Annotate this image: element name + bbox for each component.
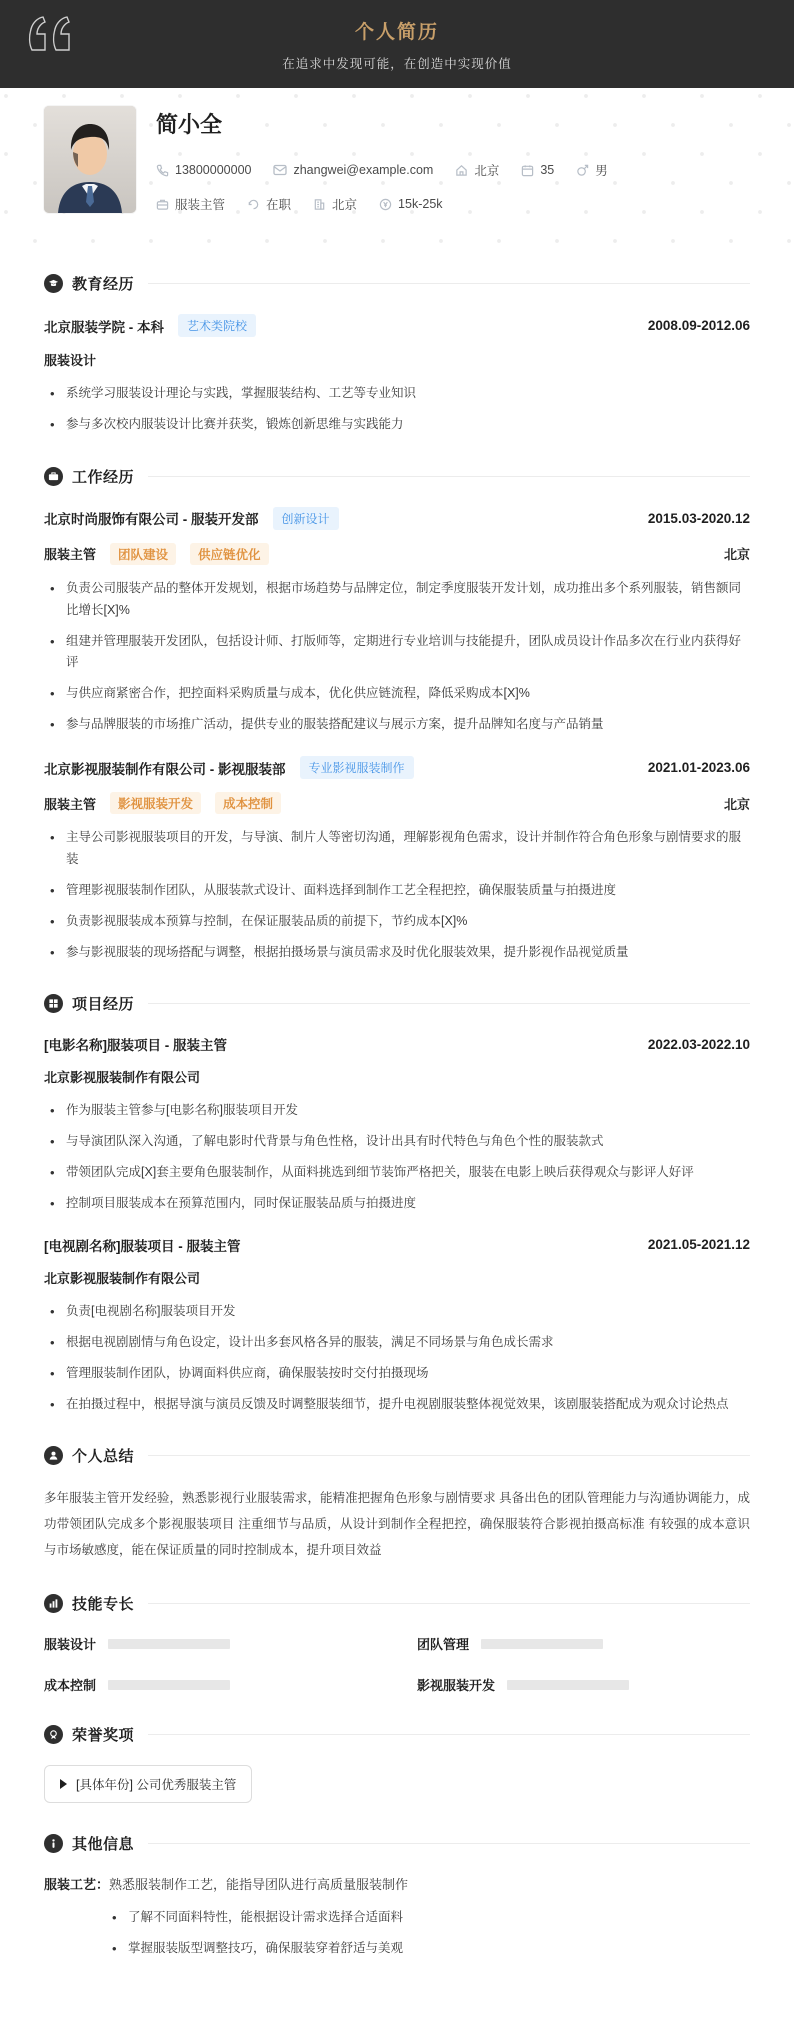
- job-bullets: [44, 578, 750, 736]
- projects-title: 项目经历: [72, 996, 135, 1014]
- contact-row-1: [156, 161, 630, 179]
- honor-item[interactable]: [44, 1765, 252, 1803]
- section-education: [44, 273, 750, 436]
- role-tag: 成本控制: [215, 792, 281, 814]
- summary-title: 个人总结: [72, 1448, 135, 1466]
- mail-icon: [273, 164, 287, 176]
- education-bullets: [44, 383, 750, 436]
- projects-header: [44, 993, 750, 1014]
- project-company: 北京影视服装制作有限公司: [44, 1270, 201, 1286]
- section-divider: [148, 283, 750, 284]
- project-bullets: [44, 1100, 750, 1215]
- job-bullets: [44, 827, 750, 963]
- contact-gender: [576, 161, 608, 179]
- skills-title: 技能专长: [72, 1596, 135, 1614]
- section-divider: [148, 1843, 750, 1844]
- page-title: 个人简历: [354, 21, 439, 43]
- contact-city: [455, 161, 499, 179]
- job-date: 2015.03-2020.12: [647, 510, 750, 526]
- honors-header: [44, 1724, 750, 1745]
- bullet-item: • 负责[电视剧名称]服装项目开发: [44, 1301, 750, 1323]
- position-value: 服装主管: [175, 198, 226, 212]
- skill-bar: [108, 1639, 230, 1649]
- honors-title: 荣誉奖项: [72, 1727, 135, 1745]
- school-tag: 艺术类院校: [178, 314, 256, 337]
- job-location: 北京: [723, 796, 750, 812]
- bullet-item: • 与供应商紧密合作，把控面料采购质量与成本，优化供应链流程，降低采购成本[X]%: [44, 683, 750, 705]
- work-entry: [44, 756, 750, 963]
- contact-age: [521, 163, 554, 177]
- phone-icon: [156, 164, 169, 177]
- project-date: 2022.03-2022.10: [647, 1036, 750, 1052]
- job-location: 北京: [723, 547, 750, 563]
- other-label: 服装工艺：: [44, 1877, 110, 1893]
- company-name: 北京影视服装制作有限公司 - 影视服装部: [44, 761, 286, 777]
- honor-text: [具体年份] 公司优秀服装主管: [76, 1778, 237, 1793]
- work-title: 工作经历: [72, 468, 135, 486]
- bullet-item: • 管理服装制作团队，协调面料供应商，确保服装按时交付拍摄现场: [44, 1363, 750, 1385]
- project-date: 2021.05-2021.12: [647, 1237, 750, 1253]
- project-bullets: [44, 1301, 750, 1416]
- project-entry: [44, 1034, 750, 1215]
- home-icon: [455, 164, 468, 177]
- avatar: [44, 106, 136, 213]
- building-icon: [313, 198, 326, 211]
- skill-bar: [481, 1639, 603, 1649]
- work-header: [44, 466, 750, 487]
- other-header: [44, 1833, 750, 1854]
- profile-header: [0, 88, 794, 243]
- education-date: 2008.09-2012.06: [647, 318, 750, 333]
- banner: [0, 0, 794, 88]
- bullet-item: • 与导演团队深入沟通，了解电影时代背景与角色性格，设计出具有时代特色与角色个性的服装款式: [44, 1131, 750, 1153]
- other-title: 其他信息: [72, 1836, 135, 1854]
- role-tag: 影视服装开发: [110, 792, 201, 814]
- section-work: [44, 466, 750, 964]
- resume-content: [0, 273, 794, 2018]
- job-role: 服装主管: [44, 796, 97, 812]
- skill-bar: [507, 1680, 629, 1690]
- job-date: 2021.01-2023.06: [647, 760, 750, 775]
- company-name: 北京时尚服饰有限公司 - 服装开发部: [44, 512, 259, 528]
- company-tag: 创新设计: [273, 507, 339, 530]
- contact-phone: [156, 163, 251, 177]
- profile-info: [156, 106, 630, 229]
- skill-label: 服装设计: [44, 1637, 97, 1653]
- section-divider: [148, 1455, 750, 1456]
- bullet-item: • 了解不同面料特性，能根据设计需求选择合适面料: [106, 1907, 750, 1929]
- job-role: 服装主管: [44, 547, 97, 563]
- status-value: 在职: [266, 198, 292, 212]
- badge-icon: [156, 198, 169, 211]
- skill-item: [44, 1675, 377, 1694]
- role-tag: 供应链优化: [190, 543, 269, 565]
- bullet-item: • 系统学习服装设计理论与实践，掌握服装结构、工艺等专业知识: [44, 383, 750, 405]
- calendar-icon: [521, 164, 534, 177]
- age-value: 35: [540, 163, 555, 177]
- section-skills: [44, 1593, 750, 1694]
- bullet-item: • 掌握服装版型调整技巧，确保服装穿着舒适与美观: [106, 1938, 750, 1960]
- bullet-item: • 参与品牌服装的市场推广活动，提供专业的服装搭配建议与展示方案，提升品牌知名度与产品销量: [44, 714, 750, 736]
- bullet-item: • 管理影视服装制作团队，从服装款式设计、面料选择到制作工艺全程把控，确保服装质量与拍摄进度: [44, 880, 750, 902]
- bar-chart-icon: [44, 1594, 63, 1613]
- contact-position: [156, 195, 225, 213]
- other-bullets: [106, 1907, 750, 1960]
- work-entry: [44, 507, 750, 736]
- project-company: 北京影视服装制作有限公司: [44, 1070, 201, 1086]
- skills-grid: [44, 1634, 750, 1694]
- section-other: [44, 1833, 750, 1960]
- role-tag: 团队建设: [110, 543, 176, 565]
- skill-item: [417, 1634, 750, 1653]
- triangle-right-icon: [60, 1779, 67, 1789]
- grid-icon: [44, 994, 63, 1013]
- briefcase-icon: [44, 467, 63, 486]
- company-tag: 专业影视服装制作: [300, 756, 414, 779]
- skill-label: 影视服装开发: [417, 1678, 496, 1694]
- graduation-cap-icon: [44, 274, 63, 293]
- person-icon: [44, 1446, 63, 1465]
- bullet-item: • 参与影视服装的现场搭配与调整，根据拍摄场景与演员需求及时优化服装效果，提升影视作品视觉质量: [44, 942, 750, 964]
- status-icon: [247, 198, 260, 211]
- bullet-item: • 带领团队完成[X]套主要角色服装制作，从面料挑选到细节装饰严格把关，服装在电影上映后获得观众与影评人好评: [44, 1162, 750, 1184]
- summary-text: 多年服装主管开发经验，熟悉影视行业服装需求，能精准把握角色形象与剧情要求 具备出色的团队管理能力与沟通协调能力，成功带领团队完成多个影视服装项目 注重细节与品质，从设计到制作全程把控，确保服装符合影视拍摄高标准 有较强的成本意识与市场敏感度，能在保证质量的同时控制成本，提升项目效益: [44, 1491, 750, 1557]
- bullet-item: • 根据电视剧剧情与角色设定，设计出多套风格各异的服装，满足不同场景与角色成长需求: [44, 1332, 750, 1354]
- bullet-item: • 参与多次校内服装设计比赛并获奖，锻炼创新思维与实践能力: [44, 414, 750, 436]
- skill-item: [44, 1634, 377, 1653]
- work-city-value: 北京: [332, 198, 358, 212]
- other-line: [44, 1874, 750, 1893]
- section-divider: [148, 476, 750, 477]
- info-icon: [44, 1834, 63, 1853]
- bullet-item: • 负责公司服装产品的整体开发规划，根据市场趋势与品牌定位，制定季度服装开发计划，成功推出多个系列服装，销售额同比增长[X]%: [44, 578, 750, 622]
- school-name: 北京服装学院 - 本科: [44, 319, 164, 335]
- skill-label: 成本控制: [44, 1678, 97, 1694]
- section-divider: [148, 1003, 750, 1004]
- other-text: 熟悉服装制作工艺，能指导团队进行高质量服装制作: [109, 1877, 409, 1893]
- skills-header: [44, 1593, 750, 1614]
- skill-bar: [108, 1680, 230, 1690]
- summary-header: [44, 1445, 750, 1466]
- section-projects: [44, 993, 750, 1415]
- section-divider: [148, 1603, 750, 1604]
- education-title: 教育经历: [72, 276, 135, 293]
- gender-value: 男: [595, 164, 608, 178]
- contact-work-city: [313, 195, 357, 213]
- education-entry-row: [44, 314, 750, 337]
- contact-salary: [379, 197, 442, 211]
- project-name: [电影名称]服装项目 - 服装主管: [44, 1038, 227, 1054]
- contact-row-2: [156, 195, 630, 213]
- skill-label: 团队管理: [417, 1637, 470, 1653]
- person-name: 简小全: [156, 112, 223, 137]
- city-value: 北京: [474, 164, 500, 178]
- page-subtitle: 在追求中发现可能，在创造中实现价值: [282, 56, 512, 71]
- skill-item: [417, 1675, 750, 1694]
- project-entry: [44, 1235, 750, 1416]
- medal-icon: [44, 1725, 63, 1744]
- bullet-item: • 组建并管理服装开发团队，包括设计师、打版师等，定期进行专业培训与技能提升，团队成员设计作品多次在行业内获得好评: [44, 631, 750, 675]
- bullet-item: • 主导公司影视服装项目的开发，与导演、制片人等密切沟通，理解影视角色需求，设计并制作符合角色形象与剧情要求的服装: [44, 827, 750, 871]
- section-honors: [44, 1724, 750, 1803]
- gender-icon: [576, 164, 589, 177]
- section-summary: [44, 1445, 750, 1563]
- salary-icon: [379, 198, 392, 211]
- bullet-item: • 作为服装主管参与[电影名称]服装项目开发: [44, 1100, 750, 1122]
- bullet-item: • 在拍摄过程中，根据导演与演员反馈及时调整服装细节，提升电视剧服装整体视觉效果，该剧服装搭配成为观众讨论热点: [44, 1394, 750, 1416]
- project-name: [电视剧名称]服装项目 - 服装主管: [44, 1238, 241, 1254]
- major-name: 服装设计: [44, 353, 97, 368]
- contact-email: [273, 163, 433, 177]
- phone-value: 13800000000: [175, 163, 252, 177]
- salary-value: 15k-25k: [398, 197, 443, 211]
- section-divider: [148, 1734, 750, 1735]
- bullet-item: • 控制项目服装成本在预算范围内，同时保证服装品质与拍摄进度: [44, 1193, 750, 1215]
- bullet-item: • 负责影视服装成本预算与控制，在保证服装品质的前提下，节约成本[X]%: [44, 911, 750, 933]
- email-value: zhangwei@example.com: [293, 163, 434, 177]
- education-header: [44, 273, 750, 294]
- quote-icon: [28, 14, 80, 54]
- contact-status: [247, 195, 291, 213]
